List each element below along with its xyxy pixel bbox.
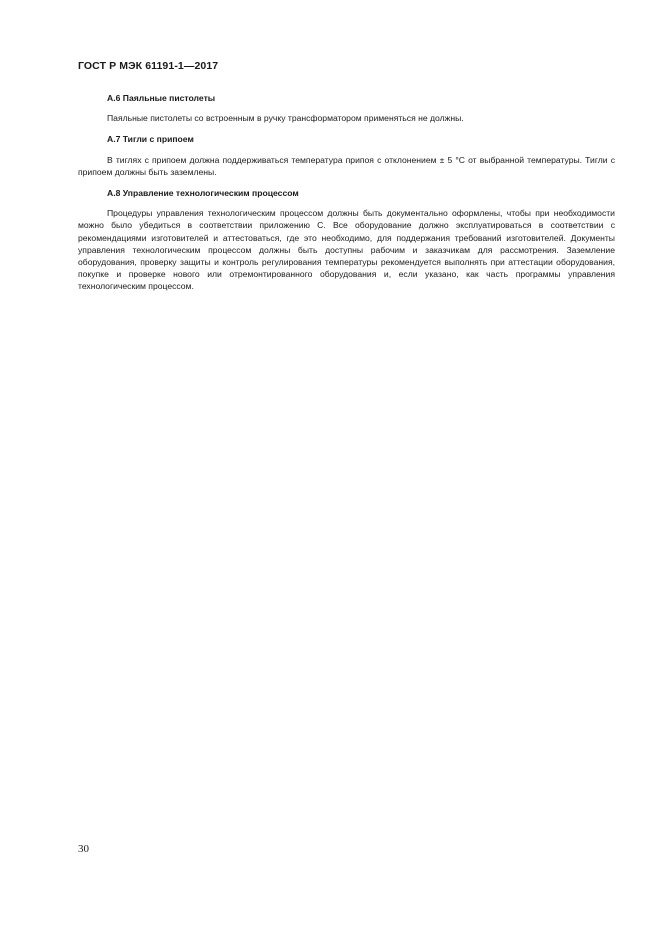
section-title-a8: А.8 Управление технологическим процессом — [107, 188, 299, 199]
section-text-a7: В тиглях с припоем должна поддерживаться температура припоя с отклонением ± 5 °С от выбранной температуры. Тигли с припоем должны быть заземлены. — [78, 154, 615, 177]
document-header: ГОСТ Р МЭК 61191-1—2017 — [78, 60, 219, 72]
section-title-a6: А.6 Паяльные пистолеты — [107, 93, 216, 103]
section-title-a7: А.7 Тигли с припоем — [107, 134, 194, 145]
document-body — [78, 92, 615, 302]
section-text-a6: Паяльные пистолеты со встроенным в ручку трансформатором применяться не должны. — [107, 113, 464, 124]
page-number: 30 — [78, 843, 89, 855]
section-text-a8: Процедуры управления технологическим процессом должны быть документально оформлены, чтобы при необходимости можно было убедиться в соответствии приложению С. Все оборудование должно эксплуатироваться в соответствии с рекомендациями изготовителей и аттестоваться, где это необходимо, для поддержания требований изготовителей. Документы управления технологическим процессом должны быть доступны рабочим и заказчикам для рассмотрения. Заземление оборудования, проверку защиты и контроль регулирования температуры рекомендуется выполнять при аттестации оборудования, покупке и проверке нового или отремонтированного оборудования и, если указано, как часть программы управления технологическим процессом. — [78, 208, 615, 292]
